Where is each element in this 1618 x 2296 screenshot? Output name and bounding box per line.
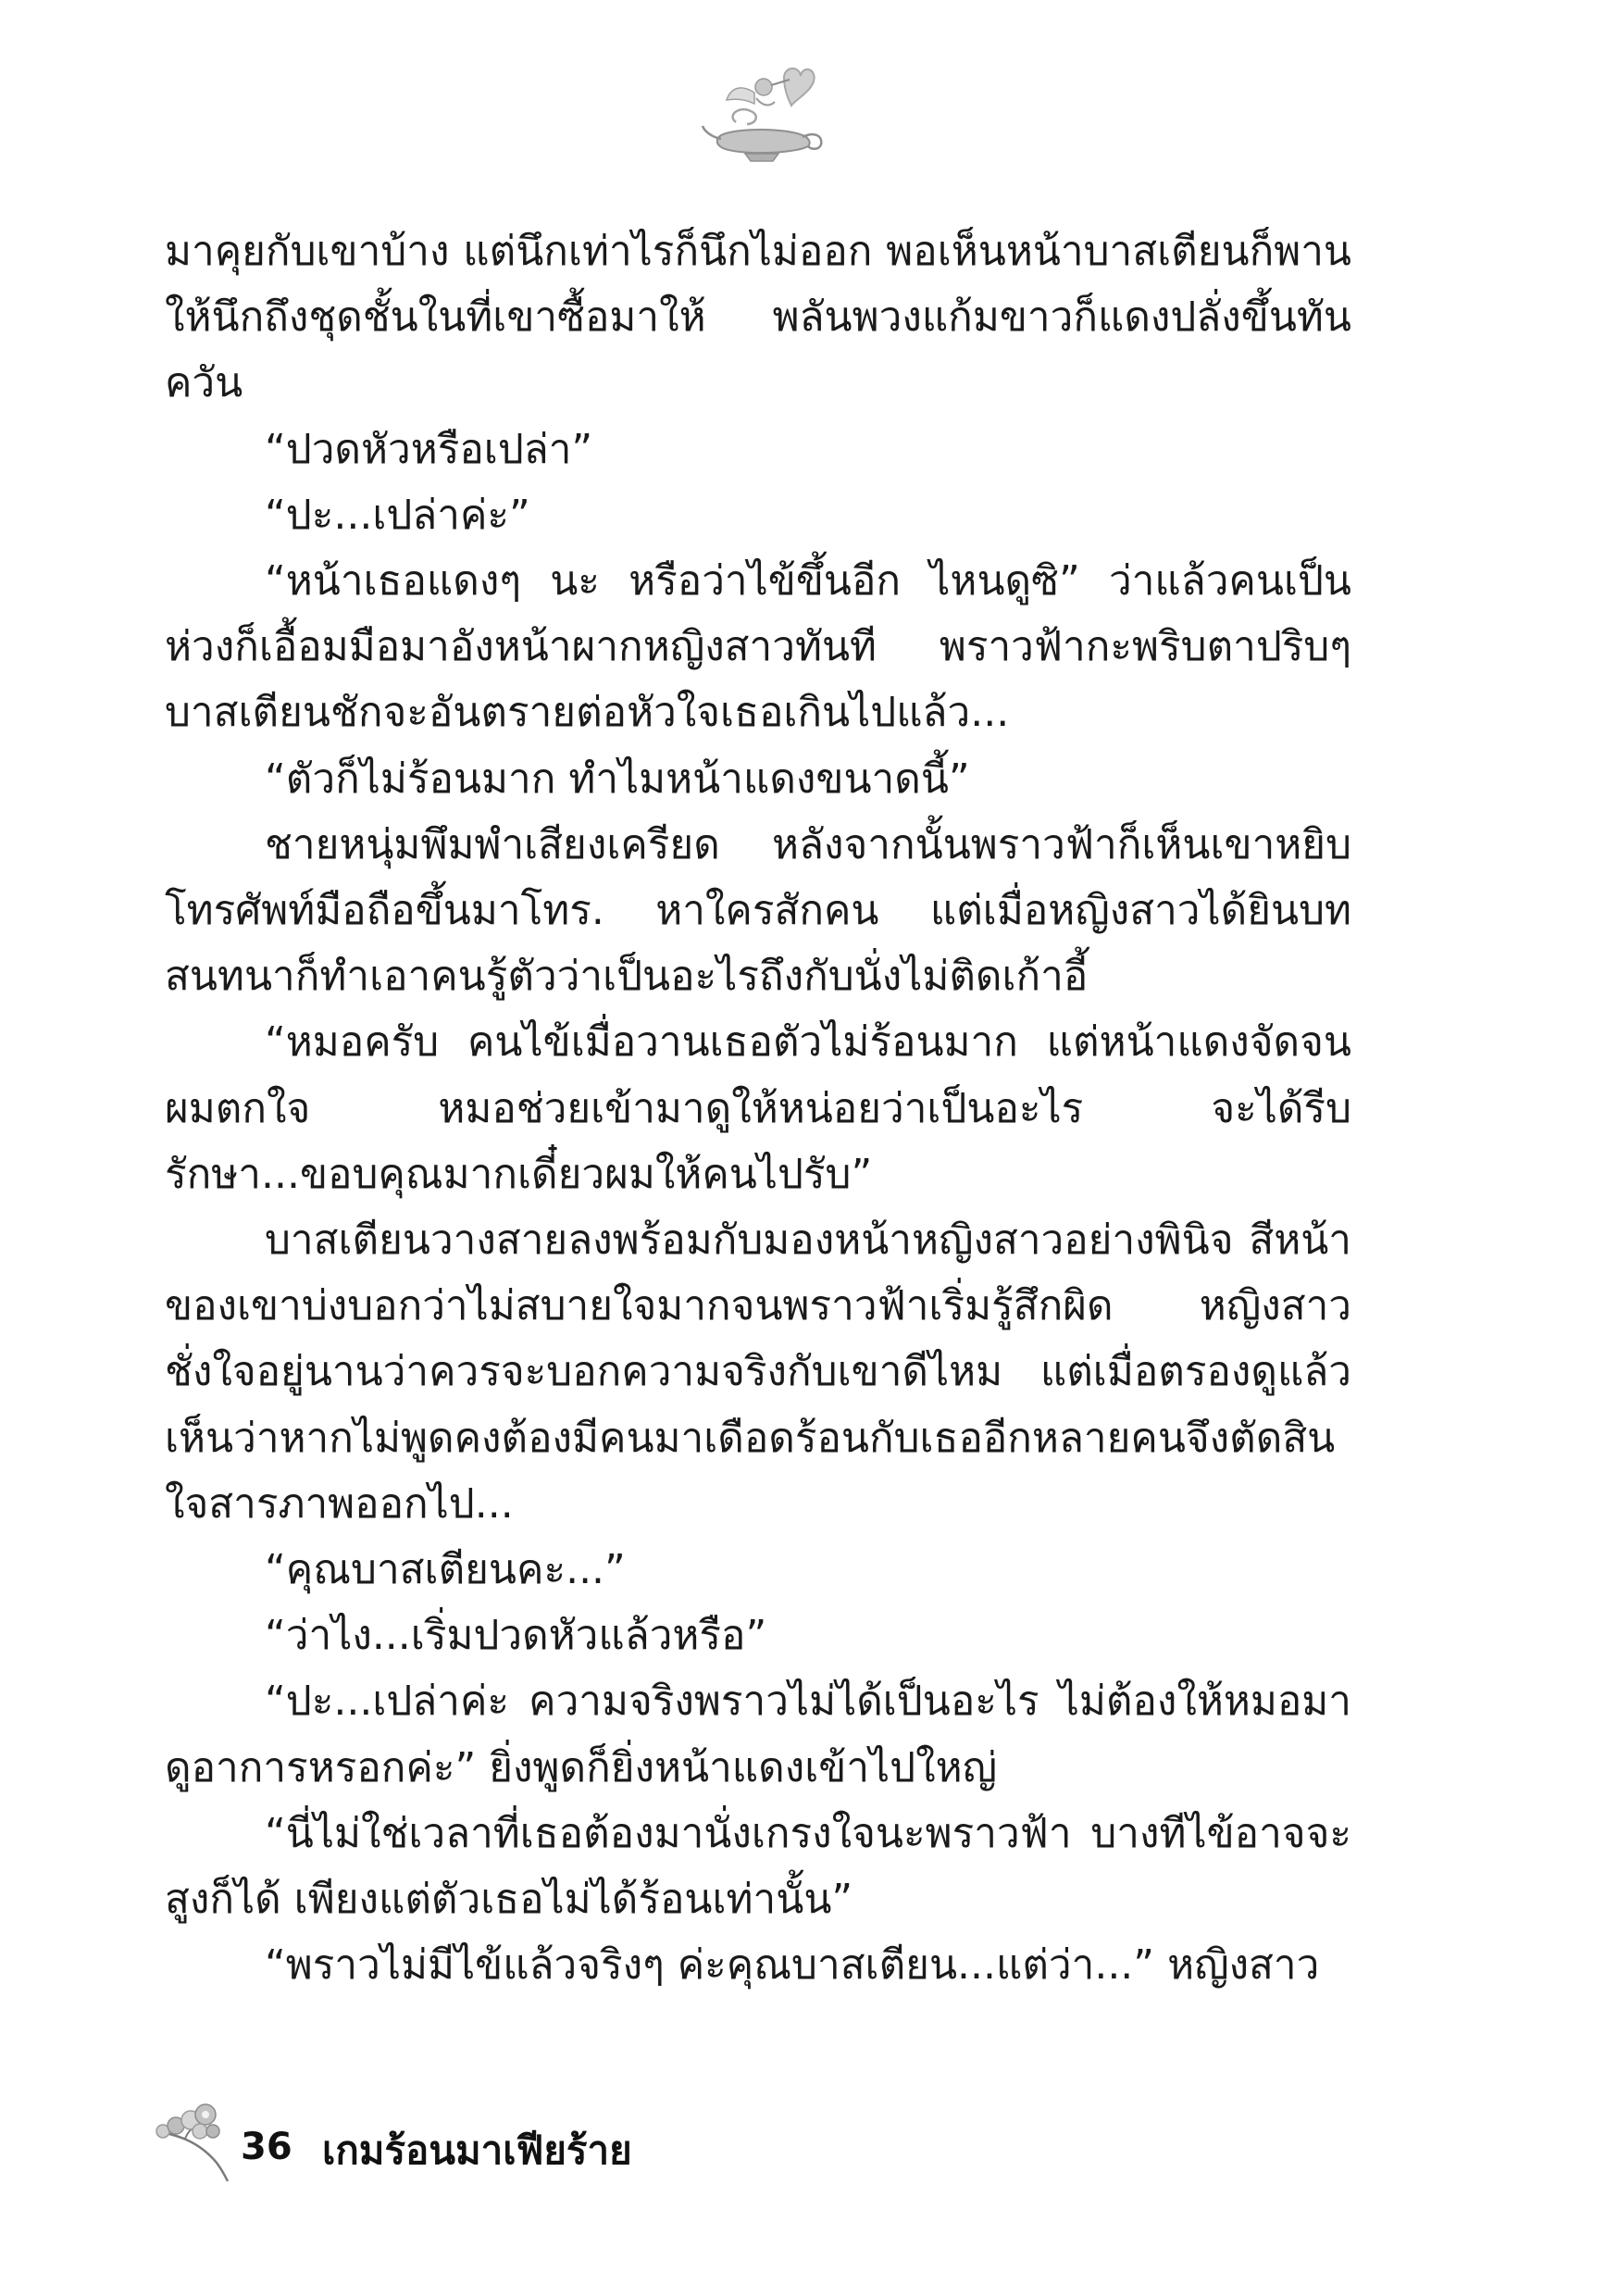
paragraph: “คุณบาสเตียนคะ...” (265, 1546, 626, 1594)
story-text (165, 218, 1351, 1998)
paragraph: “ปะ...เปล่าค่ะ” (265, 491, 530, 539)
paragraph: บาสเตียนวางสายลงพร้อมกับมองหน้าหญิงสาวอย่างพินิจ สีหน้าของเขาบ่งบอกว่าไม่สบายใจมากจนพราวฟ้าเริ่มรู้สึกผิด หญิงสาวชั่งใจอยู่นานว่าควรจะบอกความจริงกับเขาดีไหม แต่เมื่อตรองดูแล้วเห็นว่าหากไม่พูดคงต้องมีคนมาเดือดร้อนกับเธออีกหลายคนจึงตัดสินใจสารภาพออกไป... (165, 1217, 1351, 1528)
paragraph: “ตัวก็ไม่ร้อนมาก ทำไมหน้าแดงขนาดนี้” (265, 755, 970, 803)
page-number: 36 (241, 2126, 292, 2168)
paragraph: ชายหนุ่มพึมพำเสียงเครียด หลังจากนั้นพราวฟ้าก็เห็นเขาหยิบโทรศัพท์มือถือขึ้นมาโทร. หาใครสักคน แต่เมื่อหญิงสาวได้ยินบทสนทนาก็ทำเอาคนรู้ตัวว่าเป็นอะไรถึงกับนั่งไม่ติดเก้าอี้ (165, 820, 1351, 1001)
page-footer (148, 2094, 666, 2196)
cupid-teapot-ornament-icon (699, 57, 828, 168)
orchid-flower-icon (148, 2094, 233, 2183)
paragraph: มาคุยกับเขาบ้าง แต่นึกเท่าไรก็นึกไม่ออก พอเห็นหน้าบาสเตียนก็พานให้นึกถึงชุดชั้นในที่เขาซื้อมาให้ พลันพวงแก้มขาวก็แดงปลั่งขึ้นทันควัน (165, 228, 1351, 407)
paragraph: “ว่าไง...เริ่มปวดหัวแล้วหรือ” (265, 1612, 767, 1660)
paragraph: “ปวดหัวหรือเปล่า” (265, 425, 593, 473)
book-title: เกมร้อนมาเฟียร้าย (322, 2128, 632, 2173)
paragraph: “หมอครับ คนไข้เมื่อวานเธอตัวไม่ร้อนมาก แต่หน้าแดงจัดจนผมตกใจ หมอช่วยเข้ามาดูให้หน่อยว่าเป็นอะไร จะได้รีบรักษา...ขอบคุณมากเดี๋ยวผมให้คนไปรับ” (165, 1018, 1351, 1198)
paragraph: “พราวไม่มีไข้แล้วจริงๆ ค่ะคุณบาสเตียน...แต่ว่า...” หญิงสาว (265, 1941, 1320, 1990)
paragraph: “ปะ...เปล่าค่ะ ความจริงพราวไม่ได้เป็นอะไร ไม่ต้องให้หมอมาดูอาการหรอกค่ะ” ยิ่งพูดก็ยิ่งหน้าแดงเข้าไปใหญ่ (165, 1678, 1351, 1791)
paragraph: “นี่ไม่ใช่เวลาที่เธอต้องมานั่งเกรงใจนะพราวฟ้า บางทีไข้อาจจะสูงก็ได้ เพียงแต่ตัวเธอไม่ได้ร้อนเท่านั้น” (165, 1809, 1351, 1924)
paragraph: “หน้าเธอแดงๆ นะ หรือว่าไข้ขึ้นอีก ไหนดูซิ” ว่าแล้วคนเป็นห่วงก็เอื้อมมือมาอังหน้าผากหญิงสาวทันที พราวฟ้ากะพริบตาปริบๆ บาสเตียนชักจะอันตรายต่อหัวใจเธอเกินไปแล้ว... (165, 557, 1351, 737)
